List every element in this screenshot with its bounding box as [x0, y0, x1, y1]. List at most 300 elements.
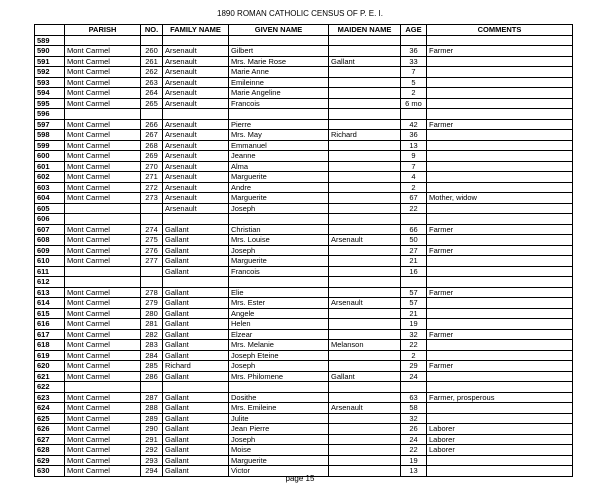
- given-name-cell: Alma: [229, 161, 329, 172]
- no-cell: 284: [141, 350, 163, 361]
- comments-header: COMMENTS: [427, 25, 573, 36]
- row-number: 591: [35, 56, 65, 67]
- table-row: [35, 119, 573, 130]
- no-cell: 293: [141, 455, 163, 466]
- given-name-cell: Joseph: [229, 245, 329, 256]
- family-name-cell: Arsenault: [163, 193, 229, 204]
- given-name-cell: Victor: [229, 466, 329, 477]
- table-row: [35, 445, 573, 456]
- given-name-cell: Joseph: [229, 203, 329, 214]
- age-cell: 21: [401, 308, 427, 319]
- comments-cell: Farmer: [427, 119, 573, 130]
- family-name-cell: Gallant: [163, 392, 229, 403]
- given-name-cell: Marguerite: [229, 172, 329, 183]
- row-number: 590: [35, 46, 65, 57]
- maiden-name-cell: [329, 35, 401, 46]
- family-name-cell: Arsenault: [163, 77, 229, 88]
- family-name-cell: Gallant: [163, 466, 229, 477]
- comments-cell: [427, 382, 573, 393]
- given-name-cell: Gilbert: [229, 46, 329, 57]
- parish-cell: Mont Carmel: [65, 413, 141, 424]
- comments-cell: [427, 161, 573, 172]
- age-cell: 19: [401, 319, 427, 330]
- no-cell: [141, 203, 163, 214]
- comments-cell: Farmer: [427, 224, 573, 235]
- family-name-cell: Arsenault: [163, 151, 229, 162]
- table-row: [35, 371, 573, 382]
- maiden-name-cell: Gallant: [329, 371, 401, 382]
- table-row: [35, 67, 573, 78]
- no-cell: 286: [141, 371, 163, 382]
- parish-cell: Mont Carmel: [65, 224, 141, 235]
- age-cell: 57: [401, 298, 427, 309]
- parish-cell: Mont Carmel: [65, 340, 141, 351]
- table-row: [35, 403, 573, 414]
- table-row: [35, 77, 573, 88]
- no-cell: 287: [141, 392, 163, 403]
- no-cell: 263: [141, 77, 163, 88]
- family-name-cell: Gallant: [163, 403, 229, 414]
- table-body: [35, 35, 573, 476]
- maiden-name-cell: [329, 445, 401, 456]
- comments-cell: [427, 298, 573, 309]
- comments-cell: [427, 88, 573, 99]
- age-cell: 57: [401, 287, 427, 298]
- maiden-name-cell: [329, 392, 401, 403]
- maiden-name-cell: [329, 361, 401, 372]
- age-cell: 29: [401, 361, 427, 372]
- given-name-cell: [229, 109, 329, 120]
- age-cell: 50: [401, 235, 427, 246]
- age-header: AGE: [401, 25, 427, 36]
- age-cell: 36: [401, 130, 427, 141]
- row-number: 613: [35, 287, 65, 298]
- table-row: [35, 140, 573, 151]
- row-number: 605: [35, 203, 65, 214]
- table-row: [35, 361, 573, 372]
- age-cell: 26: [401, 424, 427, 435]
- comments-cell: Laborer: [427, 424, 573, 435]
- parish-cell: Mont Carmel: [65, 466, 141, 477]
- maiden-name-cell: [329, 214, 401, 225]
- given-name-cell: Mrs. May: [229, 130, 329, 141]
- given-name-cell: Helen: [229, 319, 329, 330]
- parish-cell: Mont Carmel: [65, 46, 141, 57]
- maiden-name-cell: [329, 382, 401, 393]
- no-cell: [141, 266, 163, 277]
- given-name-cell: Christian: [229, 224, 329, 235]
- family-name-cell: Arsenault: [163, 67, 229, 78]
- no-header: NO.: [141, 25, 163, 36]
- family-name-cell: Arsenault: [163, 172, 229, 183]
- maiden-name-cell: [329, 245, 401, 256]
- no-cell: 291: [141, 434, 163, 445]
- parish-cell: Mont Carmel: [65, 235, 141, 246]
- row-number: 611: [35, 266, 65, 277]
- no-cell: 274: [141, 224, 163, 235]
- row-number: 607: [35, 224, 65, 235]
- table-row: [35, 413, 573, 424]
- parish-cell: [65, 109, 141, 120]
- given-name-cell: [229, 277, 329, 288]
- table-row: [35, 193, 573, 204]
- maiden-name-cell: [329, 329, 401, 340]
- family-name-cell: [163, 277, 229, 288]
- comments-cell: [427, 455, 573, 466]
- family-name-cell: Gallant: [163, 224, 229, 235]
- row-number: 628: [35, 445, 65, 456]
- age-cell: 2: [401, 88, 427, 99]
- row-number: 604: [35, 193, 65, 204]
- family-name-cell: Richard: [163, 361, 229, 372]
- table-row: [35, 256, 573, 267]
- no-cell: 278: [141, 287, 163, 298]
- maiden-name-cell: [329, 224, 401, 235]
- comments-cell: [427, 413, 573, 424]
- row-number: 614: [35, 298, 65, 309]
- maiden-name-cell: [329, 193, 401, 204]
- age-cell: 33: [401, 56, 427, 67]
- family-name-cell: Gallant: [163, 256, 229, 267]
- age-cell: 6 mo: [401, 98, 427, 109]
- given-name-cell: Francois: [229, 266, 329, 277]
- maiden-name-cell: Arsenault: [329, 403, 401, 414]
- given-name-cell: [229, 382, 329, 393]
- age-cell: 66: [401, 224, 427, 235]
- family-name-cell: Gallant: [163, 235, 229, 246]
- parish-cell: Mont Carmel: [65, 371, 141, 382]
- given-name-cell: Angele: [229, 308, 329, 319]
- row-number: 603: [35, 182, 65, 193]
- table-row: [35, 88, 573, 99]
- given-name-cell: Andre: [229, 182, 329, 193]
- family-name-cell: Arsenault: [163, 88, 229, 99]
- family-name-cell: Arsenault: [163, 46, 229, 57]
- age-cell: 24: [401, 434, 427, 445]
- age-cell: 67: [401, 193, 427, 204]
- no-cell: 264: [141, 88, 163, 99]
- given-name-cell: Marguerite: [229, 256, 329, 267]
- comments-cell: [427, 172, 573, 183]
- parish-cell: Mont Carmel: [65, 287, 141, 298]
- family-name-cell: Gallant: [163, 319, 229, 330]
- parish-cell: Mont Carmel: [65, 424, 141, 435]
- row-number: 612: [35, 277, 65, 288]
- family-name-cell: Arsenault: [163, 182, 229, 193]
- parish-cell: Mont Carmel: [65, 329, 141, 340]
- row-number: 600: [35, 151, 65, 162]
- no-cell: 276: [141, 245, 163, 256]
- given-name-cell: Julite: [229, 413, 329, 424]
- comments-cell: [427, 319, 573, 330]
- comments-cell: Laborer: [427, 434, 573, 445]
- maiden-name-cell: [329, 424, 401, 435]
- row-number: 616: [35, 319, 65, 330]
- family-name-cell: Arsenault: [163, 203, 229, 214]
- table-row: [35, 434, 573, 445]
- table-row: [35, 109, 573, 120]
- no-cell: 266: [141, 119, 163, 130]
- given-name-cell: Marguerite: [229, 455, 329, 466]
- family-name-cell: Arsenault: [163, 140, 229, 151]
- comments-cell: Farmer: [427, 46, 573, 57]
- row-number: 606: [35, 214, 65, 225]
- row-number: 629: [35, 455, 65, 466]
- table-row: [35, 172, 573, 183]
- age-cell: 2: [401, 350, 427, 361]
- comments-cell: Laborer: [427, 445, 573, 456]
- row-number: 599: [35, 140, 65, 151]
- comments-cell: [427, 277, 573, 288]
- maiden-name-cell: [329, 151, 401, 162]
- maiden-name-cell: [329, 67, 401, 78]
- given-name-cell: Jeanne: [229, 151, 329, 162]
- age-cell: [401, 109, 427, 120]
- no-cell: 268: [141, 140, 163, 151]
- table-row: [35, 214, 573, 225]
- row-number: 626: [35, 424, 65, 435]
- maiden-name-cell: Arsenault: [329, 298, 401, 309]
- given-name-cell: Joseph Eteine: [229, 350, 329, 361]
- comments-cell: Mother, widow: [427, 193, 573, 204]
- given-name-cell: Dosithe: [229, 392, 329, 403]
- table-row: [35, 350, 573, 361]
- given-name-cell: [229, 214, 329, 225]
- no-cell: 279: [141, 298, 163, 309]
- parish-cell: Mont Carmel: [65, 130, 141, 141]
- age-cell: [401, 277, 427, 288]
- family-name-cell: Gallant: [163, 413, 229, 424]
- age-cell: 13: [401, 466, 427, 477]
- table-row: [35, 424, 573, 435]
- comments-cell: Farmer: [427, 329, 573, 340]
- parish-cell: [65, 277, 141, 288]
- family-name-cell: Arsenault: [163, 98, 229, 109]
- table-row: [35, 245, 573, 256]
- given-name-cell: Elzear: [229, 329, 329, 340]
- no-cell: 265: [141, 98, 163, 109]
- row-number: 617: [35, 329, 65, 340]
- comments-cell: [427, 350, 573, 361]
- maiden-name-cell: [329, 109, 401, 120]
- table-row: [35, 130, 573, 141]
- comments-cell: [427, 98, 573, 109]
- parish-cell: Mont Carmel: [65, 319, 141, 330]
- parish-cell: [65, 203, 141, 214]
- table-row: [35, 151, 573, 162]
- row-number: 619: [35, 350, 65, 361]
- table-header-row: [35, 25, 573, 36]
- no-cell: 272: [141, 182, 163, 193]
- maiden-name-cell: [329, 161, 401, 172]
- parish-cell: Mont Carmel: [65, 350, 141, 361]
- given-name-cell: Marguerite: [229, 193, 329, 204]
- given-name-cell: Elie: [229, 287, 329, 298]
- no-cell: 275: [141, 235, 163, 246]
- parish-cell: [65, 382, 141, 393]
- no-cell: 289: [141, 413, 163, 424]
- given-name-cell: Francois: [229, 98, 329, 109]
- table-row: [35, 235, 573, 246]
- no-cell: 260: [141, 46, 163, 57]
- parish-cell: Mont Carmel: [65, 445, 141, 456]
- table-row: [35, 329, 573, 340]
- maiden-name-cell: [329, 256, 401, 267]
- given-name-cell: Mrs. Melanie: [229, 340, 329, 351]
- family-name-cell: Gallant: [163, 266, 229, 277]
- given-name-cell: Mrs. Marie Rose: [229, 56, 329, 67]
- census-table: [34, 24, 573, 477]
- family-name-cell: [163, 382, 229, 393]
- no-cell: 288: [141, 403, 163, 414]
- row-number: 618: [35, 340, 65, 351]
- no-cell: 270: [141, 161, 163, 172]
- age-cell: 19: [401, 455, 427, 466]
- parish-cell: Mont Carmel: [65, 361, 141, 372]
- given-name-cell: Mrs. Ester: [229, 298, 329, 309]
- age-cell: 27: [401, 245, 427, 256]
- maiden-name-cell: [329, 46, 401, 57]
- page-title: 1890 ROMAN CATHOLIC CENSUS OF P. E. I.: [217, 9, 383, 18]
- family-name-cell: Arsenault: [163, 56, 229, 67]
- table-row: [35, 182, 573, 193]
- table-row: [35, 266, 573, 277]
- age-cell: 32: [401, 413, 427, 424]
- parish-cell: Mont Carmel: [65, 455, 141, 466]
- row-number: 624: [35, 403, 65, 414]
- table-row: [35, 56, 573, 67]
- age-cell: 63: [401, 392, 427, 403]
- parish-cell: Mont Carmel: [65, 403, 141, 414]
- age-cell: 13: [401, 140, 427, 151]
- row-number: 593: [35, 77, 65, 88]
- maiden-name-cell: Melanson: [329, 340, 401, 351]
- age-cell: 21: [401, 256, 427, 267]
- family-name-cell: Gallant: [163, 340, 229, 351]
- family-name-cell: Gallant: [163, 308, 229, 319]
- given-name-cell: [229, 35, 329, 46]
- no-cell: 277: [141, 256, 163, 267]
- row-number: 592: [35, 67, 65, 78]
- family-name-cell: Arsenault: [163, 130, 229, 141]
- age-cell: 5: [401, 77, 427, 88]
- comments-cell: [427, 140, 573, 151]
- maiden-name-cell: [329, 88, 401, 99]
- given-name-cell: Joseph: [229, 434, 329, 445]
- age-cell: 22: [401, 340, 427, 351]
- row-number: 620: [35, 361, 65, 372]
- parish-cell: Mont Carmel: [65, 172, 141, 183]
- maiden-name-cell: [329, 203, 401, 214]
- row-number: 589: [35, 35, 65, 46]
- parish-cell: Mont Carmel: [65, 88, 141, 99]
- parish-cell: Mont Carmel: [65, 67, 141, 78]
- no-cell: 285: [141, 361, 163, 372]
- table-row: [35, 35, 573, 46]
- parish-cell: Mont Carmel: [65, 193, 141, 204]
- maiden-name-cell: [329, 350, 401, 361]
- comments-cell: [427, 77, 573, 88]
- table-row: [35, 46, 573, 57]
- row-number: 621: [35, 371, 65, 382]
- parish-cell: Mont Carmel: [65, 98, 141, 109]
- row-number-header: [35, 25, 65, 36]
- family-name-cell: Gallant: [163, 287, 229, 298]
- table-row: [35, 161, 573, 172]
- comments-cell: [427, 235, 573, 246]
- parish-cell: [65, 214, 141, 225]
- parish-cell: [65, 35, 141, 46]
- comments-cell: [427, 151, 573, 162]
- age-cell: 36: [401, 46, 427, 57]
- given-name-cell: Mrs. Emileine: [229, 403, 329, 414]
- no-cell: 281: [141, 319, 163, 330]
- row-number: 598: [35, 130, 65, 141]
- row-number: 615: [35, 308, 65, 319]
- family-name-cell: Gallant: [163, 245, 229, 256]
- family-name-cell: [163, 35, 229, 46]
- maiden-name-cell: [329, 308, 401, 319]
- row-number: 608: [35, 235, 65, 246]
- comments-cell: [427, 203, 573, 214]
- age-cell: 7: [401, 67, 427, 78]
- row-number: 595: [35, 98, 65, 109]
- comments-cell: [427, 56, 573, 67]
- maiden-name-cell: Arsenault: [329, 235, 401, 246]
- family-name-cell: [163, 109, 229, 120]
- comments-cell: [427, 403, 573, 414]
- parish-cell: Mont Carmel: [65, 434, 141, 445]
- no-cell: 283: [141, 340, 163, 351]
- maiden-name-cell: [329, 413, 401, 424]
- given-name-cell: Pierre: [229, 119, 329, 130]
- no-cell: 262: [141, 67, 163, 78]
- parish-cell: Mont Carmel: [65, 119, 141, 130]
- table-row: [35, 308, 573, 319]
- row-number: 610: [35, 256, 65, 267]
- comments-cell: [427, 109, 573, 120]
- maiden-name-cell: [329, 119, 401, 130]
- maiden-name-cell: [329, 287, 401, 298]
- row-number: 630: [35, 466, 65, 477]
- no-cell: [141, 277, 163, 288]
- table-row: [35, 382, 573, 393]
- parish-cell: Mont Carmel: [65, 140, 141, 151]
- row-number: 602: [35, 172, 65, 183]
- family-name-cell: Gallant: [163, 455, 229, 466]
- no-cell: [141, 214, 163, 225]
- parish-cell: Mont Carmel: [65, 151, 141, 162]
- row-number: 622: [35, 382, 65, 393]
- row-number: 623: [35, 392, 65, 403]
- age-cell: 32: [401, 329, 427, 340]
- row-number: 594: [35, 88, 65, 99]
- parish-cell: Mont Carmel: [65, 245, 141, 256]
- no-cell: 292: [141, 445, 163, 456]
- no-cell: [141, 35, 163, 46]
- given-name-cell: Emmanuel: [229, 140, 329, 151]
- age-cell: 22: [401, 203, 427, 214]
- given-name-cell: Marie Anne: [229, 67, 329, 78]
- family-name-cell: Gallant: [163, 445, 229, 456]
- age-cell: 42: [401, 119, 427, 130]
- comments-cell: Farmer: [427, 287, 573, 298]
- family-name-cell: Gallant: [163, 371, 229, 382]
- family-name-cell: Arsenault: [163, 161, 229, 172]
- no-cell: 271: [141, 172, 163, 183]
- table-row: [35, 340, 573, 351]
- table-row: [35, 277, 573, 288]
